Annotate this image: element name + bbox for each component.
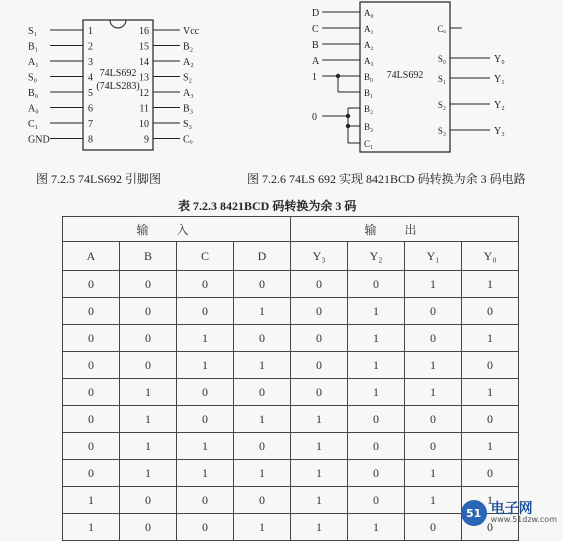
pin-label: GND bbox=[28, 134, 50, 146]
table-cell: 1 bbox=[234, 406, 291, 433]
table-title: 表 7.2.3 8421BCD 码转换为余 3 码 bbox=[178, 199, 357, 213]
table-cell: 1 bbox=[120, 460, 177, 487]
table-cell: 0 bbox=[348, 271, 405, 298]
circuit-pin-label: B₁ bbox=[364, 88, 374, 98]
table-cell: 1 bbox=[291, 514, 348, 541]
pin-number: 13 bbox=[139, 72, 149, 84]
table-cell: 0 bbox=[120, 325, 177, 352]
input-label: B bbox=[312, 40, 319, 51]
pin-number: 4 bbox=[88, 72, 93, 84]
pin-label: S₁ bbox=[28, 26, 38, 37]
table-cell: 0 bbox=[405, 433, 462, 460]
pin-number: 10 bbox=[139, 119, 149, 130]
table-cell: 1 bbox=[405, 379, 462, 406]
table-cell: 0 bbox=[405, 325, 462, 352]
pin-label: Vcc bbox=[183, 26, 200, 37]
pin-number: 16 bbox=[139, 26, 149, 37]
pin-number: 6 bbox=[88, 103, 93, 115]
table-cell: 0 bbox=[63, 325, 120, 352]
site-watermark bbox=[461, 500, 557, 526]
circuit-pin-label: S₂ bbox=[437, 100, 446, 110]
circuit-pin-label: A₂ bbox=[364, 40, 374, 50]
pin-number: 3 bbox=[88, 57, 93, 68]
table-cell: 0 bbox=[63, 352, 120, 379]
table-cell: 0 bbox=[63, 298, 120, 325]
watermark-url: www.51dzw.com bbox=[490, 515, 557, 524]
const-zero-label: 0 bbox=[312, 112, 317, 123]
table-cell: 0 bbox=[63, 271, 120, 298]
table-row bbox=[63, 514, 519, 541]
pinout-diagram bbox=[28, 14, 228, 164]
const-one-label: 1 bbox=[312, 72, 317, 83]
table-cell: 0 bbox=[291, 325, 348, 352]
pin-label: B₃ bbox=[183, 103, 194, 115]
table-cell: 0 bbox=[120, 271, 177, 298]
table-cell: 1 bbox=[120, 379, 177, 406]
table-cell: 0 bbox=[234, 487, 291, 514]
pin-label: B₂ bbox=[183, 41, 194, 53]
output-label: Y₂ bbox=[494, 100, 505, 111]
table-cell: 1 bbox=[177, 352, 234, 379]
table-cell: 1 bbox=[177, 460, 234, 487]
table-cell: 1 bbox=[234, 460, 291, 487]
table-cell: 1 bbox=[348, 514, 405, 541]
circuit-pin-label: S₃ bbox=[437, 126, 446, 136]
pin-label: S₀ bbox=[28, 72, 38, 84]
pin-label: A₁ bbox=[28, 57, 39, 68]
pin-label: A₂ bbox=[183, 57, 194, 68]
table-cell: 1 bbox=[63, 514, 120, 541]
table-cell: 1 bbox=[234, 352, 291, 379]
pin-label: S₃ bbox=[183, 119, 193, 130]
watermark-logo-icon: 51 bbox=[461, 500, 487, 526]
table-cell: 1 bbox=[120, 433, 177, 460]
watermark-name: 电子网 bbox=[490, 501, 533, 517]
table-cell: 0 bbox=[348, 460, 405, 487]
pin-number: 8 bbox=[88, 134, 93, 146]
pin-label: A₃ bbox=[183, 88, 194, 99]
table-cell: 1 bbox=[405, 460, 462, 487]
column-header: D bbox=[234, 242, 291, 271]
table-cell: 0 bbox=[405, 406, 462, 433]
column-header: Y₃ bbox=[291, 242, 348, 271]
table-cell: 0 bbox=[462, 406, 519, 433]
pin-label: C₁ bbox=[28, 119, 39, 130]
table-cell: 1 bbox=[462, 379, 519, 406]
table-cell: 1 bbox=[405, 271, 462, 298]
output-label: Y₀ bbox=[494, 54, 505, 65]
pin-number: 12 bbox=[139, 88, 149, 99]
table-cell: 0 bbox=[462, 298, 519, 325]
pin-number: 9 bbox=[144, 134, 149, 146]
table-row bbox=[63, 433, 519, 460]
table-cell: 0 bbox=[405, 514, 462, 541]
circuit-pin-label: B₀ bbox=[364, 72, 374, 82]
table-cell: 0 bbox=[63, 433, 120, 460]
table-cell: 0 bbox=[120, 487, 177, 514]
table-cell: 0 bbox=[120, 298, 177, 325]
table-cell: 0 bbox=[234, 379, 291, 406]
table-cell: 1 bbox=[120, 406, 177, 433]
truth-table-body bbox=[63, 271, 519, 541]
table-cell: 0 bbox=[348, 487, 405, 514]
pin-number: 1 bbox=[88, 26, 93, 37]
input-label: D bbox=[312, 8, 320, 19]
circuit-diagram bbox=[300, 0, 560, 160]
circuit-right-pins bbox=[437, 24, 505, 137]
table-cell: 1 bbox=[291, 460, 348, 487]
circuit-pin-label: C₁ bbox=[364, 139, 374, 149]
table-row bbox=[63, 487, 519, 514]
pin-label: B₀ bbox=[28, 88, 39, 99]
chip-notch bbox=[110, 20, 126, 28]
table-cell: 1 bbox=[405, 352, 462, 379]
table-cell: 0 bbox=[291, 379, 348, 406]
table-cell: 0 bbox=[177, 406, 234, 433]
table-cell: 1 bbox=[291, 487, 348, 514]
circuit-chip-name: 74LS692 bbox=[386, 70, 424, 81]
circuit-bus-lines bbox=[338, 76, 360, 143]
circuit-pin-label: S₁ bbox=[437, 74, 446, 84]
table-cell: 1 bbox=[462, 487, 519, 514]
output-label: Y₁ bbox=[494, 74, 505, 85]
input-label: A bbox=[312, 56, 320, 67]
table-row bbox=[63, 352, 519, 379]
fig1-caption: 图 7.2.5 74LS692 引脚图 bbox=[36, 172, 162, 186]
table-cell: 1 bbox=[348, 298, 405, 325]
output-label: Y₃ bbox=[494, 126, 505, 137]
circuit-left-pins bbox=[364, 8, 374, 149]
pin-number: 15 bbox=[139, 41, 149, 53]
table-cell: 1 bbox=[405, 487, 462, 514]
table-cell: 0 bbox=[348, 433, 405, 460]
table-cell: 1 bbox=[177, 325, 234, 352]
table-cell: 1 bbox=[348, 352, 405, 379]
input-label: C bbox=[312, 24, 319, 35]
table-row bbox=[63, 271, 519, 298]
table-cell: 0 bbox=[177, 379, 234, 406]
column-header: C bbox=[177, 242, 234, 271]
input-group-header: 输入 bbox=[63, 217, 291, 242]
table-cell: 0 bbox=[120, 514, 177, 541]
pin-label: A₀ bbox=[28, 103, 39, 115]
table-row bbox=[63, 325, 519, 352]
table-cell: 1 bbox=[462, 325, 519, 352]
table-cell: 0 bbox=[177, 487, 234, 514]
pin-label: S₂ bbox=[183, 72, 193, 84]
circuit-pin-label: B₃ bbox=[364, 122, 374, 132]
table-cell: 1 bbox=[291, 433, 348, 460]
circuit-pin-label: S₀ bbox=[437, 54, 446, 64]
right-pins bbox=[139, 26, 200, 146]
table-cell: 0 bbox=[291, 271, 348, 298]
table-cell: 1 bbox=[348, 379, 405, 406]
table-cell: 1 bbox=[234, 514, 291, 541]
column-header-row bbox=[63, 242, 519, 271]
pin-number: 14 bbox=[139, 57, 149, 68]
output-group-header: 输出 bbox=[291, 217, 519, 242]
table-cell: 1 bbox=[348, 325, 405, 352]
table-cell: 0 bbox=[63, 379, 120, 406]
table-cell: 0 bbox=[462, 352, 519, 379]
pin-number: 11 bbox=[139, 103, 149, 115]
table-cell: 0 bbox=[177, 514, 234, 541]
table-cell: 1 bbox=[291, 406, 348, 433]
table-cell: 0 bbox=[291, 352, 348, 379]
table-cell: 0 bbox=[177, 271, 234, 298]
table-cell: 0 bbox=[234, 433, 291, 460]
table-cell: 1 bbox=[63, 487, 120, 514]
table-cell: 0 bbox=[291, 298, 348, 325]
table-cell: 0 bbox=[405, 298, 462, 325]
chip-name: 74LS692 bbox=[99, 68, 137, 79]
table-cell: 0 bbox=[462, 514, 519, 541]
circuit-pin-label: A₃ bbox=[364, 56, 374, 66]
table-cell: 0 bbox=[120, 352, 177, 379]
column-header: Y₂ bbox=[348, 242, 405, 271]
table-cell: 1 bbox=[462, 433, 519, 460]
table-cell: 0 bbox=[63, 460, 120, 487]
circuit-pin-label: Cₒ bbox=[437, 24, 446, 34]
table-row bbox=[63, 406, 519, 433]
column-header: A bbox=[63, 242, 120, 271]
truth-table bbox=[62, 216, 519, 541]
table-cell: 1 bbox=[462, 271, 519, 298]
pin-label: Cₒ bbox=[183, 134, 193, 146]
circuit-pin-label: A₁ bbox=[364, 24, 374, 34]
circuit-inputs bbox=[312, 8, 360, 123]
table-row bbox=[63, 460, 519, 487]
table-cell: 1 bbox=[177, 433, 234, 460]
circuit-pin-label: B₂ bbox=[364, 104, 374, 114]
table-cell: 1 bbox=[234, 298, 291, 325]
pin-number: 7 bbox=[88, 119, 93, 130]
table-cell: 0 bbox=[177, 298, 234, 325]
pin-label: B₁ bbox=[28, 41, 39, 53]
table-row bbox=[63, 298, 519, 325]
table-cell: 0 bbox=[462, 460, 519, 487]
table-cell: 0 bbox=[234, 271, 291, 298]
chip-alt-name: (74LS283) bbox=[96, 81, 140, 92]
circuit-pin-label: A₀ bbox=[364, 8, 374, 18]
pin-number: 5 bbox=[88, 88, 93, 99]
pin-number: 2 bbox=[88, 41, 93, 53]
table-row bbox=[63, 379, 519, 406]
column-header: Y₁ bbox=[405, 242, 462, 271]
fig2-caption: 图 7.2.6 74LS 692 实现 8421BCD 码转换为余 3 码电路 bbox=[247, 172, 526, 186]
table-cell: 0 bbox=[234, 325, 291, 352]
table-cell: 0 bbox=[348, 406, 405, 433]
column-header: Y₀ bbox=[462, 242, 519, 271]
column-header: B bbox=[120, 242, 177, 271]
table-cell: 0 bbox=[63, 406, 120, 433]
